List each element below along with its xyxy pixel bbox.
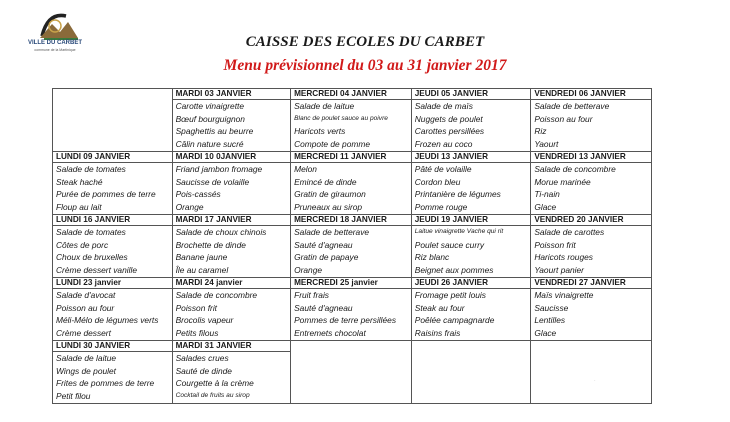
menu-item: Laitue vinaigrette Vache qui rit xyxy=(414,228,504,235)
menu-item: Choux de bruxelles xyxy=(56,252,128,263)
menu-item: Petit filou xyxy=(56,390,91,401)
menu-item: Orange xyxy=(294,264,323,275)
day-cell xyxy=(531,152,652,215)
menu-item: Poisson au four xyxy=(56,302,115,313)
day-cell xyxy=(53,89,173,152)
page-subtitle: Menu prévisionnel du 03 au 31 janvier 2017 xyxy=(223,57,507,74)
menu-item: Cordon bleu xyxy=(414,176,461,187)
menu-item: Crème dessert vanille xyxy=(56,264,137,275)
menu-item: Sauté d'agneau xyxy=(294,302,353,313)
day-cell xyxy=(291,278,412,341)
day-header: LUNDI 30 JANVIER xyxy=(53,341,172,352)
week-row xyxy=(53,278,652,341)
menu-item: Saucisse de volaille xyxy=(175,176,250,187)
menu-item: Lentilles xyxy=(534,315,566,326)
menu-item: Orange xyxy=(175,201,204,212)
week-row xyxy=(53,341,652,404)
menu-item: Yaourt panier xyxy=(534,264,584,275)
menu-item: Salade de concombre xyxy=(534,164,616,174)
day-header xyxy=(291,341,411,351)
menu-item: Salade de laitue xyxy=(294,101,355,111)
menu-item: Salade d'avocat xyxy=(56,290,116,300)
day-cell xyxy=(291,215,412,278)
menu-item: Salade de betterave xyxy=(294,227,370,237)
scan-mark: · xyxy=(594,378,596,384)
menu-item: Poisson au four xyxy=(534,113,593,124)
logo-subcaption: commune de la Martinique xyxy=(34,48,76,52)
menu-item: Salade de carottes xyxy=(534,227,605,237)
week-row xyxy=(53,89,652,152)
menu-item: Haricots rouges xyxy=(534,252,593,263)
day-cell xyxy=(291,152,412,215)
day-cell xyxy=(531,278,652,341)
menu-item: Crème dessert xyxy=(56,327,111,338)
menu-item: Frozen au coco xyxy=(414,138,473,149)
menu-item: Steak haché xyxy=(56,176,103,187)
menu-item: Purée de pommes de terre xyxy=(56,189,156,200)
day-header: LUNDI 23 janvier xyxy=(53,278,172,289)
day-header: MARDI 17 JANVIER xyxy=(173,215,291,226)
day-header: MARDI 10 0JANVIER xyxy=(173,152,291,163)
day-cell xyxy=(411,89,531,152)
menu-item: Morue marinée xyxy=(534,176,591,187)
day-header: LUNDI 09 JANVIER xyxy=(53,152,172,163)
menu-item: Sauté de dinde xyxy=(175,365,232,376)
menu-item: Fromage petit louis xyxy=(414,290,486,300)
day-cell xyxy=(411,215,531,278)
menu-item: Riz xyxy=(534,126,547,137)
menu-item: Saucisse xyxy=(534,302,569,313)
menu-item: Bœuf bourguignon xyxy=(175,113,245,124)
menu-item: Brochette de dinde xyxy=(175,239,246,250)
menu-item: Gratin de papaye xyxy=(294,252,359,263)
day-header: JEUDI 13 JANVIER xyxy=(412,152,531,163)
day-header: VENDREDI 06 JANVIER xyxy=(531,89,651,100)
menu-item: Salade de laitue xyxy=(56,353,117,363)
menu-item: Nuggets de poulet xyxy=(414,113,483,124)
menu-item: Câlin nature sucré xyxy=(175,138,244,149)
week-row xyxy=(53,152,652,215)
day-header: MERCREDI 18 JANVIER xyxy=(291,215,411,226)
menu-item: Fruit frais xyxy=(294,290,329,300)
menu-item: Riz blanc xyxy=(414,252,450,263)
menu-item: Pommes de terre persillées xyxy=(294,315,397,326)
menu-item: Cocktail de fruits au sirop xyxy=(175,391,250,399)
menu-item: Salade de tomates xyxy=(56,227,126,237)
menu-item: Petits filous xyxy=(175,327,219,338)
day-header: JEUDI 19 JANVIER xyxy=(412,215,531,226)
day-header: LUNDI 16 JANVIER xyxy=(53,215,172,226)
day-cell xyxy=(531,341,652,404)
page-title: CAISSE DES ECOLES DU CARBET xyxy=(245,34,485,50)
menu-item: Frites de pommes de terre xyxy=(56,378,155,389)
menu-item: Compote de pomme xyxy=(294,138,370,149)
menu-item: Blanc de poulet sauce au poivre xyxy=(294,114,388,122)
day-header: MARDI 24 janvier xyxy=(173,278,291,289)
day-cell xyxy=(53,215,173,278)
day-cell xyxy=(172,215,291,278)
menu-item: Courgette à la crème xyxy=(175,378,254,389)
menu-table xyxy=(52,88,652,404)
day-cell xyxy=(53,341,173,404)
menu-item: Salades crues xyxy=(175,353,229,363)
day-header: MARDI 03 JANVIER xyxy=(173,89,291,100)
day-header: VENDREDI 27 JANVIER xyxy=(531,278,651,289)
day-cell xyxy=(411,341,531,404)
menu-item: Salade de maïs xyxy=(414,101,473,111)
menu-item: Carottes persillées xyxy=(414,126,485,137)
menu-item: Melon xyxy=(294,164,317,174)
day-cell xyxy=(53,152,173,215)
menu-item: Poulet sauce curry xyxy=(414,239,485,250)
menu-item: Beignet aux pommes xyxy=(414,264,494,275)
menu-item: Haricots verts xyxy=(294,126,346,137)
day-header: MERCREDI 11 JANVIER xyxy=(291,152,411,163)
day-cell xyxy=(172,89,291,152)
day-header: VENDREDI 13 JANVIER xyxy=(531,152,651,163)
menu-item: Ti-nain xyxy=(534,189,560,200)
day-cell xyxy=(53,278,173,341)
menu-item: Glace xyxy=(534,201,557,212)
menu-item: Raisins frais xyxy=(414,327,461,338)
day-cell xyxy=(531,215,652,278)
menu-item: Yaourt xyxy=(534,138,559,149)
menu-item: Banane jaune xyxy=(175,252,228,263)
menu-item: Entremets chocolat xyxy=(294,327,366,338)
menu-item: Pomme rouge xyxy=(414,201,468,212)
menu-item: Poisson frit xyxy=(175,302,218,313)
menu-item: Poisson frit xyxy=(534,239,576,250)
menu-item: Emincé de dinde xyxy=(294,176,357,187)
logo-caption: VILLE DU CARBET xyxy=(28,40,82,46)
day-cell xyxy=(411,152,531,215)
menu-item: Méli-Mélo de légumes verts xyxy=(56,315,159,326)
day-header: JEUDI 05 JANVIER xyxy=(412,89,531,100)
day-cell xyxy=(172,278,291,341)
menu-item: Carotte vinaigrette xyxy=(175,101,245,111)
menu-item: Côtes de porc xyxy=(56,239,109,250)
menu-item: Salade de choux chinois xyxy=(175,227,267,237)
day-cell xyxy=(291,89,412,152)
menu-item: Brocolis vapeur xyxy=(175,315,234,326)
week-row xyxy=(53,215,652,278)
menu-item: Pois-cassés xyxy=(175,189,221,200)
day-header: MERCREDI 04 JANVIER xyxy=(291,89,411,100)
menu-item: Floup au lait xyxy=(56,201,102,212)
day-cell xyxy=(291,341,412,404)
menu-item: Poêlée campagnarde xyxy=(414,315,495,326)
menu-item: Salade de tomates xyxy=(56,164,126,174)
day-cell xyxy=(172,152,291,215)
menu-item: Steak au four xyxy=(414,302,465,313)
menu-item: Pâté de volaille xyxy=(414,164,472,174)
menu-item: Wings de poulet xyxy=(56,365,116,376)
day-header xyxy=(531,341,651,351)
menu-item: Glace xyxy=(534,327,557,338)
menu-item: Sauté d'agneau xyxy=(294,239,353,250)
day-cell xyxy=(531,89,652,152)
day-header: JEUDI 26 JANVIER xyxy=(412,278,531,289)
day-header: VENDRED 20 JANVIER xyxy=(531,215,651,226)
menu-item: Île au caramel xyxy=(175,264,229,275)
menu-item: Salade de betterave xyxy=(534,101,610,111)
menu-item: Spaghettis au beurre xyxy=(175,126,254,137)
day-cell xyxy=(411,278,531,341)
menu-item: Salade de concombre xyxy=(175,290,258,300)
day-cell xyxy=(172,341,291,404)
menu-item: Friand jambon fromage xyxy=(175,164,263,174)
day-header: MARDI 31 JANVIER xyxy=(173,341,291,352)
menu-item: Gratin de giraumon xyxy=(294,189,366,200)
menu-item: Maïs vinaigrette xyxy=(534,290,594,300)
day-header xyxy=(412,341,531,351)
menu-item: Printanière de légumes xyxy=(414,189,501,200)
day-header xyxy=(53,89,172,99)
day-header: MERCREDI 25 janvier xyxy=(291,278,411,289)
menu-item: Pruneaux au sirop xyxy=(294,201,363,212)
